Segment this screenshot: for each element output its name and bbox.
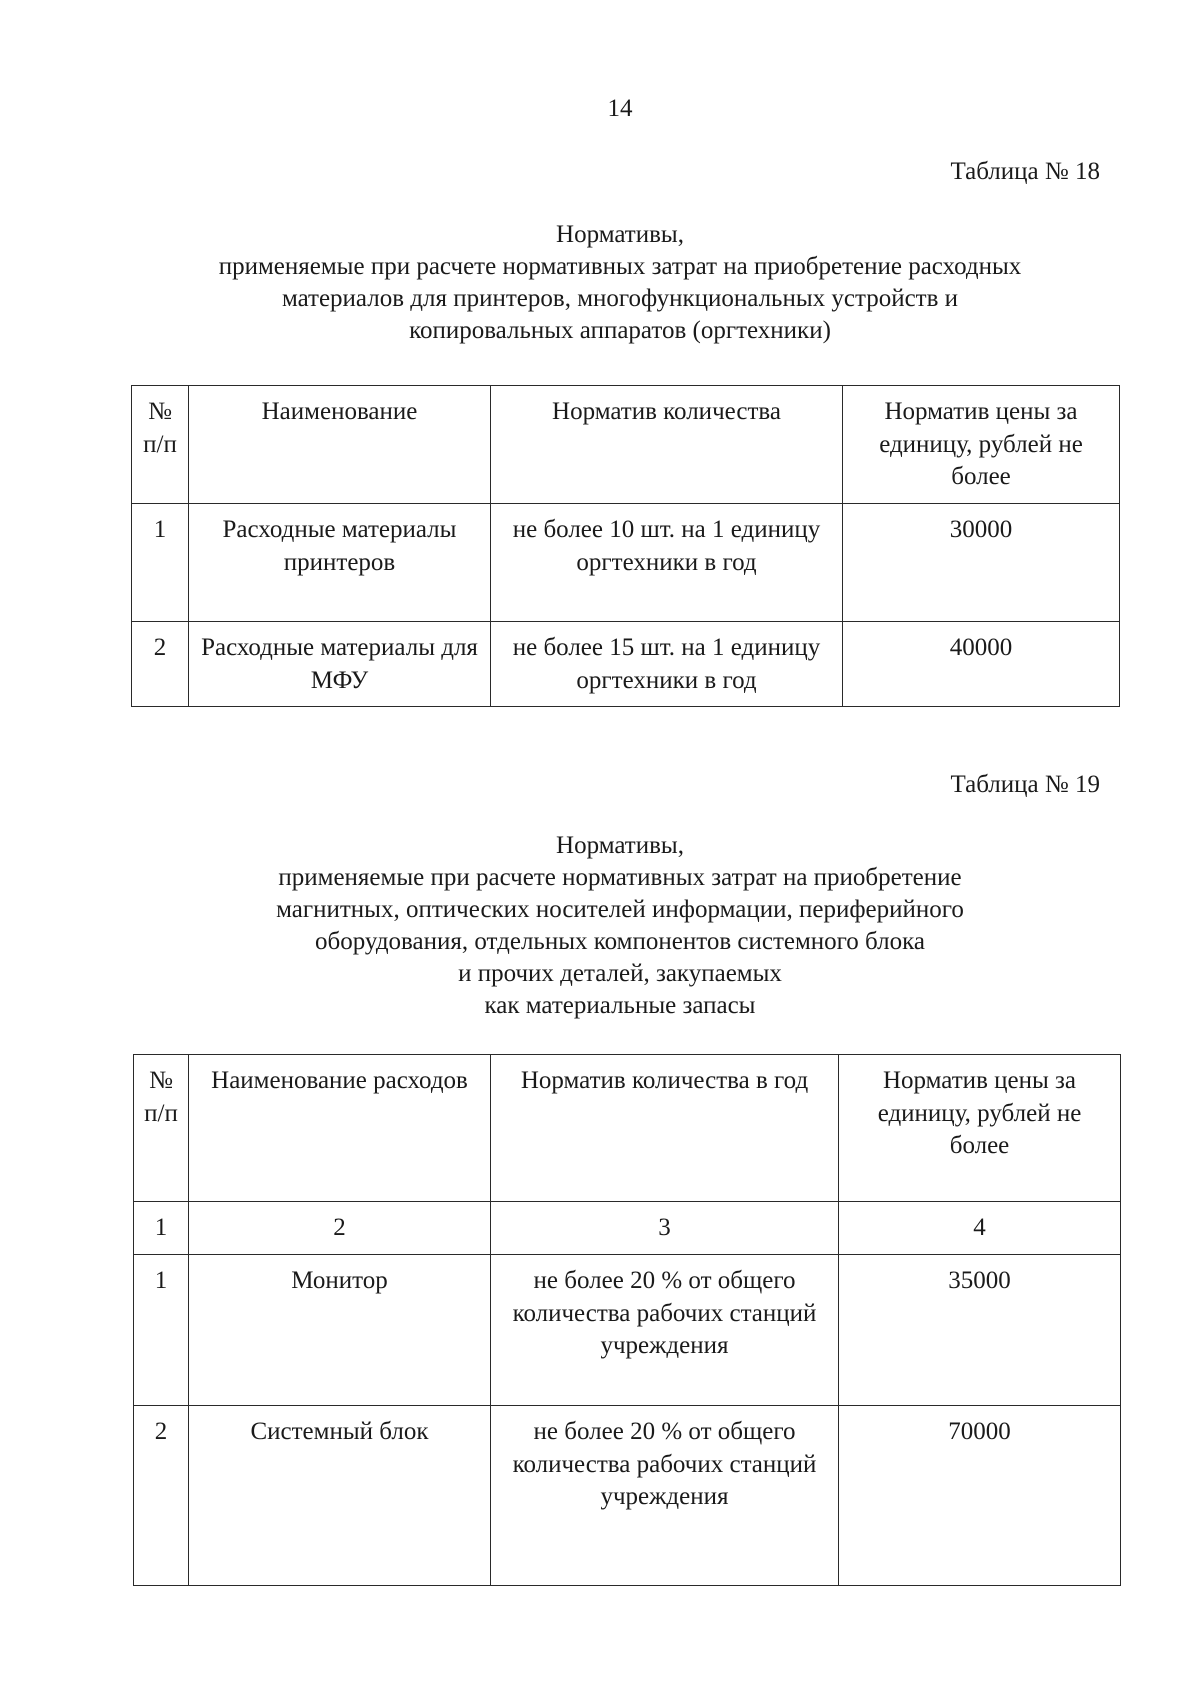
heading-line: Нормативы, — [556, 221, 684, 248]
col-number: 3 — [491, 1202, 839, 1255]
cell-price: 35000 — [839, 1255, 1121, 1406]
heading-line: как материальные запасы — [484, 992, 756, 1019]
cell-price: 40000 — [843, 622, 1120, 707]
cell-number: 1 — [132, 504, 189, 622]
table-19-heading — [130, 830, 1110, 1022]
cell-number: 2 — [132, 622, 189, 707]
heading-line: материалов для принтеров, многофункциональных устройств и — [281, 285, 959, 312]
cell-quantity: не более 20 % от общего количества рабочих станций учреждения — [491, 1406, 839, 1586]
table-row — [134, 1255, 1121, 1406]
table-header-row — [132, 386, 1120, 504]
heading-line: применяемые при расчете нормативных затрат на приобретение расходных — [218, 253, 1022, 280]
heading-line: применяемые при расчете нормативных затрат на приобретение — [278, 864, 962, 891]
table-19-label: Таблица № 19 — [950, 771, 1100, 798]
cell-number: 2 — [134, 1406, 189, 1586]
col-header-name: Наименование — [189, 386, 491, 504]
cell-quantity: не более 20 % от общего количества рабочих станций учреждения — [491, 1255, 839, 1406]
col-number: 2 — [189, 1202, 491, 1255]
heading-line: оборудования, отдельных компонентов системного блока — [315, 928, 925, 955]
col-number: 4 — [839, 1202, 1121, 1255]
table-18-heading — [130, 219, 1110, 347]
cell-name: Системный блок — [189, 1406, 491, 1586]
page-number: 14 — [607, 95, 633, 122]
heading-line: копировальных аппаратов (оргтехники) — [409, 317, 831, 344]
col-number: 1 — [134, 1202, 189, 1255]
cell-name: Монитор — [189, 1255, 491, 1406]
cell-price: 30000 — [843, 504, 1120, 622]
cell-number: 1 — [134, 1255, 189, 1406]
col-header-number: № п/п — [134, 1055, 189, 1202]
heading-line: магнитных, оптических носителей информации, периферийного — [276, 896, 964, 923]
col-header-price: Норматив цены за единицу, рублей не более — [839, 1055, 1121, 1202]
cell-quantity: не более 10 шт. на 1 единицу оргтехники в год — [491, 504, 843, 622]
table-19 — [133, 1054, 1121, 1586]
col-header-quantity: Норматив количества — [491, 386, 843, 504]
col-header-number: № п/п — [132, 386, 189, 504]
table-row — [132, 504, 1120, 622]
column-numbers-row — [134, 1202, 1121, 1255]
cell-name: Расходные материалы принтеров — [189, 504, 491, 622]
table-18-label: Таблица № 18 — [950, 158, 1100, 185]
table-row — [134, 1406, 1121, 1586]
heading-line: Нормативы, — [556, 832, 684, 859]
cell-price: 70000 — [839, 1406, 1121, 1586]
cell-quantity: не более 15 шт. на 1 единицу оргтехники в год — [491, 622, 843, 707]
table-header-row — [134, 1055, 1121, 1202]
table-18 — [131, 385, 1120, 707]
table-row — [132, 622, 1120, 707]
heading-line: и прочих деталей, закупаемых — [458, 960, 782, 987]
col-header-quantity: Норматив количества в год — [491, 1055, 839, 1202]
col-header-price: Норматив цены за единицу, рублей не более — [843, 386, 1120, 504]
col-header-name: Наименование расходов — [189, 1055, 491, 1202]
cell-name: Расходные материалы для МФУ — [189, 622, 491, 707]
